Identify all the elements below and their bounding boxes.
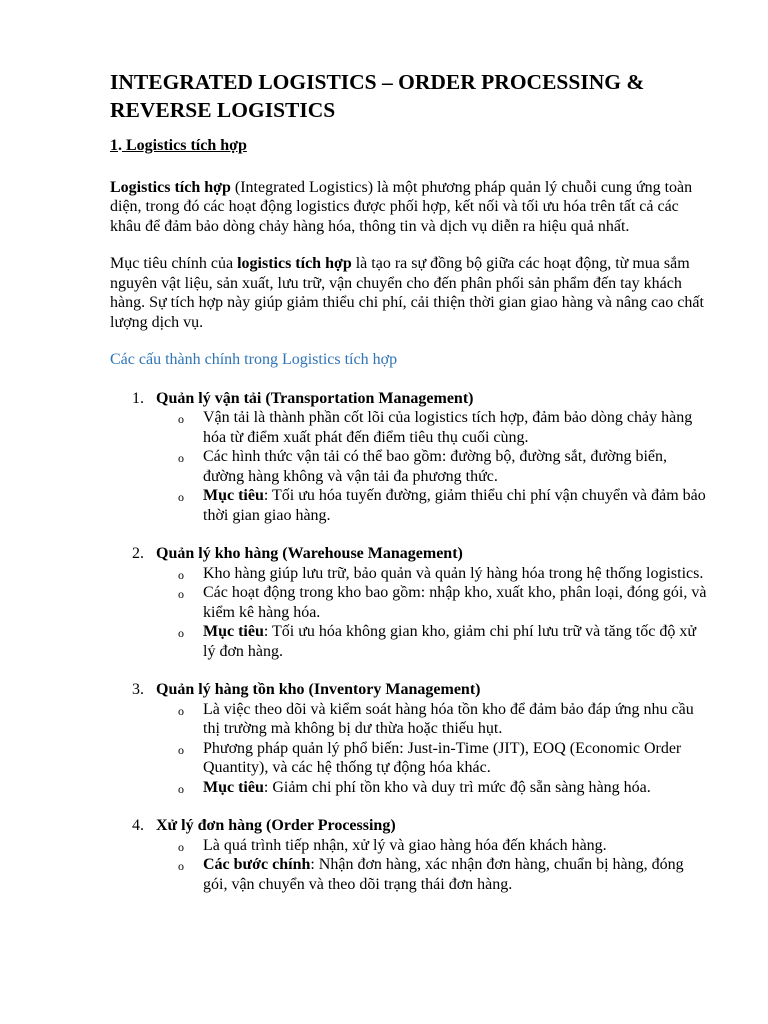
bullet-icon: o [178, 567, 184, 582]
sub-item-text: Vận tải là thành phần cốt lõi của logistics tích hợp, đảm bảo dòng chảy hàng hóa từ điểm xuất phát đến điểm tiêu thụ cuối cùng. [203, 409, 693, 446]
sub-list-item [110, 855, 708, 894]
list-item-title: Quản lý hàng tồn kho (Inventory Management) [156, 681, 481, 698]
list-item-number: 1. [132, 389, 144, 407]
sub-list-item [110, 486, 708, 525]
section-title: Logistics tích hợp [122, 137, 247, 154]
bullet-icon: o [178, 781, 184, 796]
bullet-icon: o [178, 451, 184, 465]
bullet-icon: o [178, 742, 184, 757]
list-item-number: 3. [132, 681, 144, 698]
bullet-icon: o [178, 626, 184, 640]
list-item-heading [110, 544, 708, 564]
sub-list-item [110, 836, 708, 856]
sub-item-text: Kho hàng giúp lưu trữ, bảo quản và quản lý hàng hóa trong hệ thống logistics. [203, 564, 704, 582]
document-title: INTEGRATED LOGISTICS – ORDER PROCESSING & REVERSE LOGISTICS [110, 70, 645, 122]
list-item [110, 680, 708, 797]
sub-item-text: Là quá trình tiếp nhận, xử lý và giao hàng hóa đến khách hàng. [203, 836, 607, 854]
section-number: 1 [110, 137, 118, 154]
sub-item-bold-term: Mục tiêu [203, 487, 264, 504]
sub-list-item [110, 447, 708, 486]
bullet-icon: o [178, 703, 184, 718]
sub-item-text: Là việc theo dõi và kiểm soát hàng hóa tồn kho để đảm bảo đáp ứng nhu cầu thị trường mà không bị dư thừa hoặc thiếu hụt. [203, 700, 694, 737]
section-heading [110, 136, 708, 156]
sub-item-text: Các hoạt động trong kho bao gồm: nhập kho, xuất kho, phân loại, đóng gói, và kiểm kê hàng hóa. [203, 584, 707, 621]
sub-list [110, 700, 708, 798]
objective-pre: Mục tiêu chính của [110, 255, 238, 272]
intro-bold-term: Logistics tích hợp [110, 178, 231, 196]
sub-item-text: : Nhận đơn hàng, xác nhận đơn hàng, chuẩn bị hàng, đóng gói, vận chuyển và theo dõi trạng thái đơn hàng. [203, 856, 684, 893]
objective-post: là tạo ra sự đồng bộ giữa các hoạt động, từ mua sắm nguyên vật liệu, sản xuất, lưu trữ, vận chuyển cho đến phân phối sản phẩm đến tay khách hàng. Sự tích hợp này giúp giảm thiểu chi phí, cải thiện thời gian giao hàng và nâng cao chất lượng dịch vụ. [110, 255, 704, 331]
bullet-icon: o [178, 859, 184, 873]
list-item [110, 389, 708, 526]
sub-item-bold-term: Mục tiêu [203, 778, 264, 796]
list-item-number: 2. [132, 545, 144, 562]
list-item-number: 4. [132, 817, 144, 834]
sub-list-item [110, 583, 708, 622]
objective-paragraph [110, 254, 708, 332]
sub-list [110, 408, 708, 525]
sub-list-item [110, 700, 708, 739]
list-item-title: Xử lý đơn hàng (Order Processing) [156, 817, 396, 834]
bullet-icon: o [178, 587, 184, 601]
intro-text: (Integrated Logistics) là một phương pháp quản lý chuỗi cung ứng toàn diện, trong đó các hoạt động logistics được phối hợp, kết nối và tối ưu hóa trên tất cả các khâu để đảm bảo dòng chảy hàng hóa, thông tin và dịch vụ diễn ra hiệu quả nhất. [110, 178, 693, 235]
section-number-suffix: . [118, 137, 122, 154]
sub-list-item [110, 739, 708, 778]
intro-paragraph [110, 178, 708, 237]
sub-list [110, 564, 708, 662]
list-item-heading [110, 389, 708, 409]
bullet-icon: o [178, 490, 184, 504]
components-subheading: Các cấu thành chính trong Logistics tích hợp [110, 351, 398, 368]
sub-item-bold-term: Các bước chính [203, 856, 311, 873]
sub-list-item [110, 778, 708, 798]
sub-item-text: : Tối ưu hóa không gian kho, giảm chi phí lưu trữ và tăng tốc độ xử lý đơn hàng. [203, 623, 696, 660]
sub-item-text: : Tối ưu hóa tuyến đường, giảm thiểu chi phí vận chuyển và đảm bảo thời gian giao hàng. [203, 487, 706, 524]
list-item [110, 816, 708, 894]
sub-item-text: : Giảm chi phí tồn kho và duy trì mức độ sẵn sàng hàng hóa. [263, 778, 651, 796]
list-item-title: Quản lý kho hàng (Warehouse Management) [156, 545, 463, 562]
sub-list-item [110, 564, 708, 584]
bullet-icon: o [178, 839, 184, 854]
sub-item-bold-term: Mục tiêu [203, 623, 264, 640]
sub-item-text: Các hình thức vận tải có thể bao gồm: đường bộ, đường sắt, đường biển, đường hàng không và vận tải đa phương thức. [203, 448, 667, 485]
objective-bold-term: logistics tích hợp [237, 255, 352, 272]
list-item [110, 544, 708, 661]
bullet-icon: o [178, 412, 184, 426]
list-item-heading [110, 680, 708, 700]
sub-list-item [110, 408, 708, 447]
components-list [110, 389, 708, 895]
sub-list-item [110, 622, 708, 661]
sub-list [110, 836, 708, 895]
list-item-heading [110, 816, 708, 836]
sub-item-text: Phương pháp quản lý phổ biến: Just-in-Time (JIT), EOQ (Economic Order Quantity), và các hệ thống tự động hóa khác. [203, 739, 682, 776]
list-item-title: Quản lý vận tải (Transportation Management) [156, 389, 474, 407]
